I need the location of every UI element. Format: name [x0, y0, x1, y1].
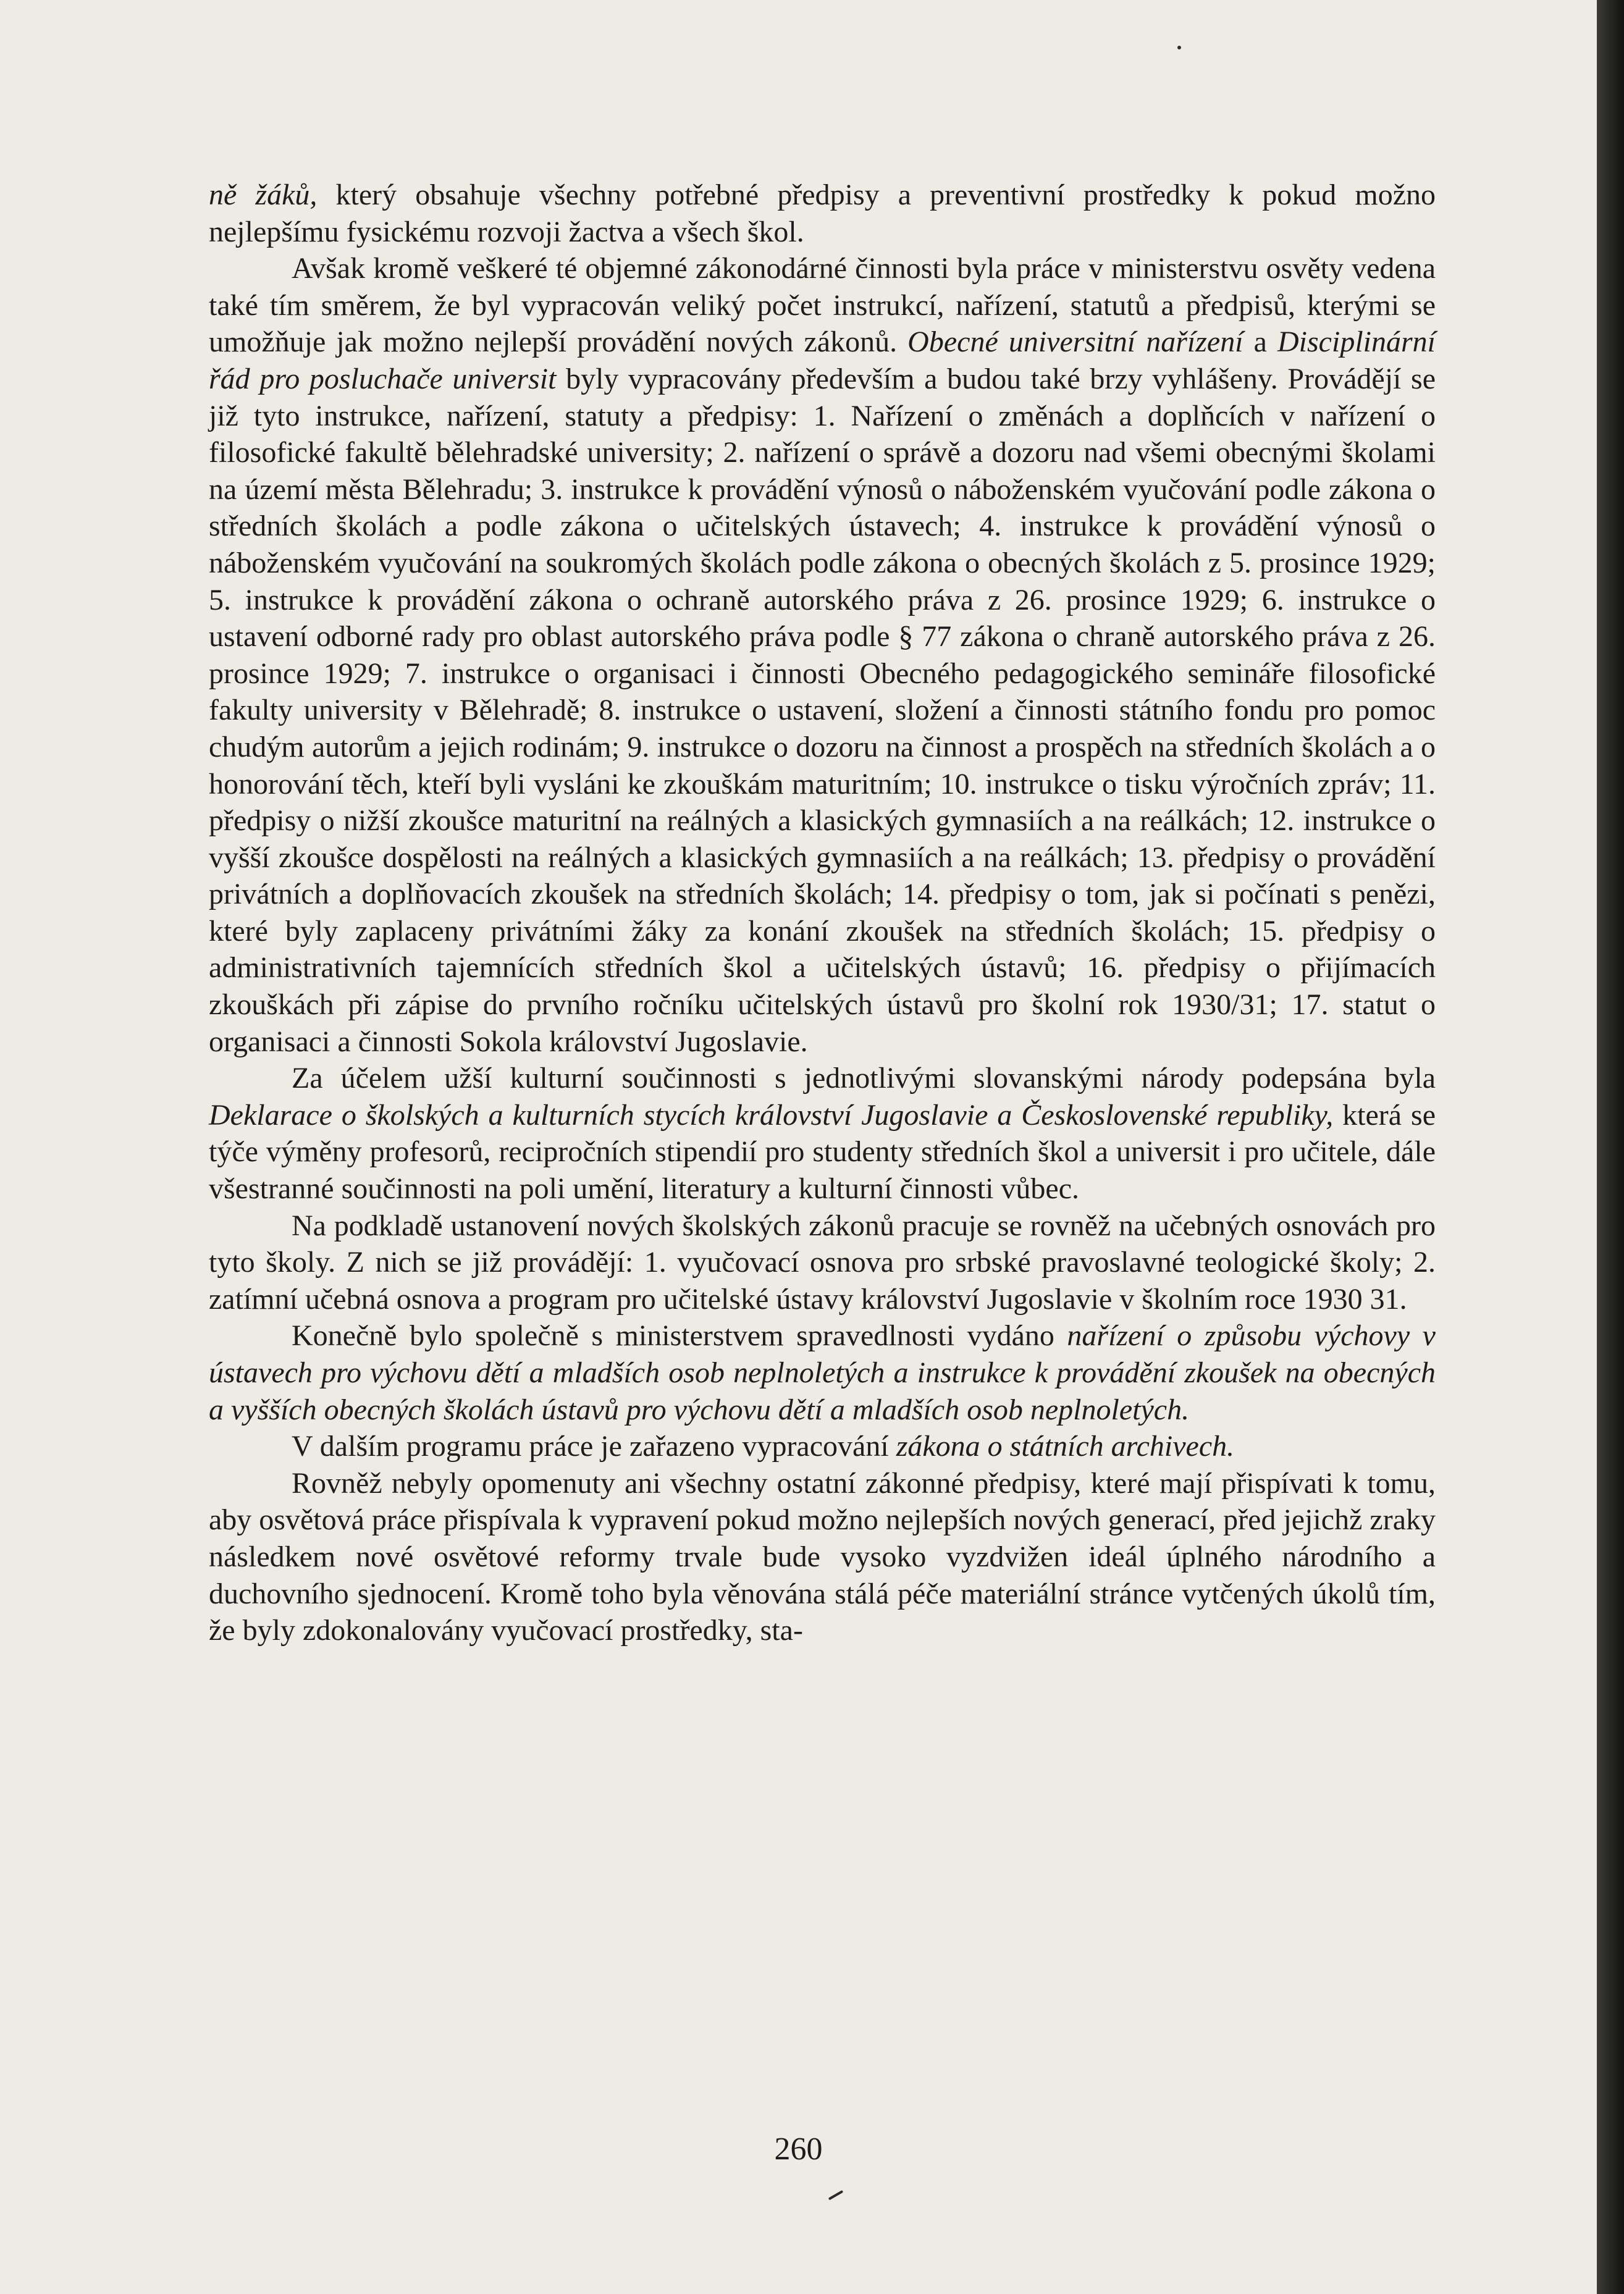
ink-speck: [1177, 46, 1181, 49]
text-run: Za účelem užší kulturní součinnosti s jednotlivými slovanskými národy podepsána byla: [292, 1062, 1436, 1095]
paragraph-2: [209, 250, 1436, 1060]
page-edge: [1597, 0, 1624, 2294]
paragraph-7: [209, 1465, 1436, 1649]
text-run: ně žáků,: [209, 179, 318, 211]
text-run: a: [1243, 326, 1277, 359]
text-run: V dalším programu práce je zařazeno vypracování: [292, 1430, 896, 1463]
paragraph-1: [209, 177, 1436, 250]
text-run: který obsahuje všechny potřebné předpisy a preventivní prostředky k pokud možno nejlepšímu fysickému rozvoji žactva a všech škol.: [209, 179, 1436, 248]
paragraph-6: [209, 1428, 1436, 1465]
page-number: 260: [774, 2132, 823, 2167]
text-run: nařízení o způsobu výchovy v ústavech pro výchovu dětí a mladších osob neplnoletých a instrukce k provádění zkoušek na obecných a vyšších obecných školách ústavů pro výchovu dětí a mladších osob neplnoletých.: [209, 1319, 1436, 1426]
text-run: Disciplinární řád pro posluchače universit: [209, 326, 1436, 395]
text-run: Obecné universitní nařízení: [907, 326, 1243, 359]
text-run: Na podkladě ustanovení nových školských zákonů pracuje se rovněž na učebných osnovách pro tyto školy. Z nich se již provádějí: 1. vyučovací osnova pro srbské pravoslavné teologické školy; 2. zatímní učebná osnova a program pro učitelské ústavy království Jugoslavie v školním roce 1930 31.: [209, 1209, 1436, 1316]
paragraph-4: [209, 1208, 1436, 1318]
text-run: Deklarace o školských a kulturních stycích království Jugoslavie a Československé republiky,: [209, 1098, 1334, 1132]
paragraph-5: [209, 1317, 1436, 1428]
text-run: Konečně bylo společně s ministerstvem spravedlnosti vydáno: [292, 1319, 1067, 1353]
ink-mark: [828, 2190, 844, 2200]
text-run: byly vypracovány především a budou také brzy vyhlášeny. Provádějí se již tyto instrukce, nařízení, statuty a předpisy: 1. Nařízení o změnách a doplňcích v nařízení o filosofické fakultě bělehradské university; 2. nařízení o správě a dozoru nad všemi obecnými školami na území města Bělehradu; 3. instrukce k provádění výnosů o náboženském vyučování podle zákona o středních školách a podle zákona o učitelských ústavech; 4. instrukce k provádění výnosů o náboženském vyučování na soukromých školách podle zákona o obecných školách z 5. prosince 1929; 5. instrukce k provádění zákona o ochraně autorského práva z 26. prosince 1929; 6. instrukce o ustavení odborné rady pro oblast autorského práva podle § 77 zákona o chraně autorského práva z 26. prosince 1929; 7. instrukce o organisaci i činnosti Obecného pedagogického semináře filosofické fakulty university v Bělehradě; 8. instrukce o ustavení, složení a činnosti státního fondu pro pomoc chudým autorům a jejich rodinám; 9. instrukce o dozoru na činnost a prospěch na středních školách a o honorování těch, kteří byli vysláni ke zkouškám maturitním; 10. instrukce o tisku výročních zpráv; 11. předpisy o nižší zkoušce maturitní na reálných a klasických gymnasiích a na reálkách; 12. instrukce o vyšší zkoušce dospělosti na reálných a klasických gymnasiích a na reálkách; 13. předpisy o provádění privátních a doplňovacích zkoušek na středních školách; 14. předpisy o tom, jak si počínati s penězi, které byly zaplaceny privátními žáky za konání zkoušek na středních školách; 15. předpisy o administrativních tajemnících středních škol a učitelských ústavů; 16. předpisy o přijímacích zkouškách při zápise do prvního ročníku učitelských ústavů pro školní rok 1930/31; 17. statut o organisaci a činnosti Sokola království Jugoslavie.: [209, 362, 1436, 1058]
text-run: která se týče výměny profesorů, recipročních stipendií pro studenty středních škol a universit i pro učitele, dále všestranné součinnosti na poli umění, literatury a kulturní činnosti vůbec.: [209, 1098, 1436, 1206]
paragraph-3: [209, 1060, 1436, 1207]
body-text: [209, 177, 1436, 1649]
text-run: Rovněž nebyly opomenuty ani všechny ostatní zákonné předpisy, které mají přispívati k tomu, aby osvětová práce přispívala k vypravení pokud možno nejlepších nových generací, před jejichž zraky následkem nové osvětové reformy trvale bude vysoko vyzdvižen ideál úplného národního a duchovního sjednocení. Kromě toho byla věnována stálá péče materiální stránce vytčených úkolů tím, že byly zdokonalovány vyučovací prostředky, sta-: [209, 1466, 1436, 1647]
text-run: Avšak kromě veškeré té objemné zákonodárné činnosti byla práce v ministerstvu osvěty vedena také tím směrem, že byl vypracován veliký počet instrukcí, nařízení, statutů a předpisů, kterými se umožňuje jak možno nejlepší provádění nových zákonů.: [209, 252, 1436, 359]
text-run: zákona o státních archivech.: [896, 1430, 1235, 1463]
